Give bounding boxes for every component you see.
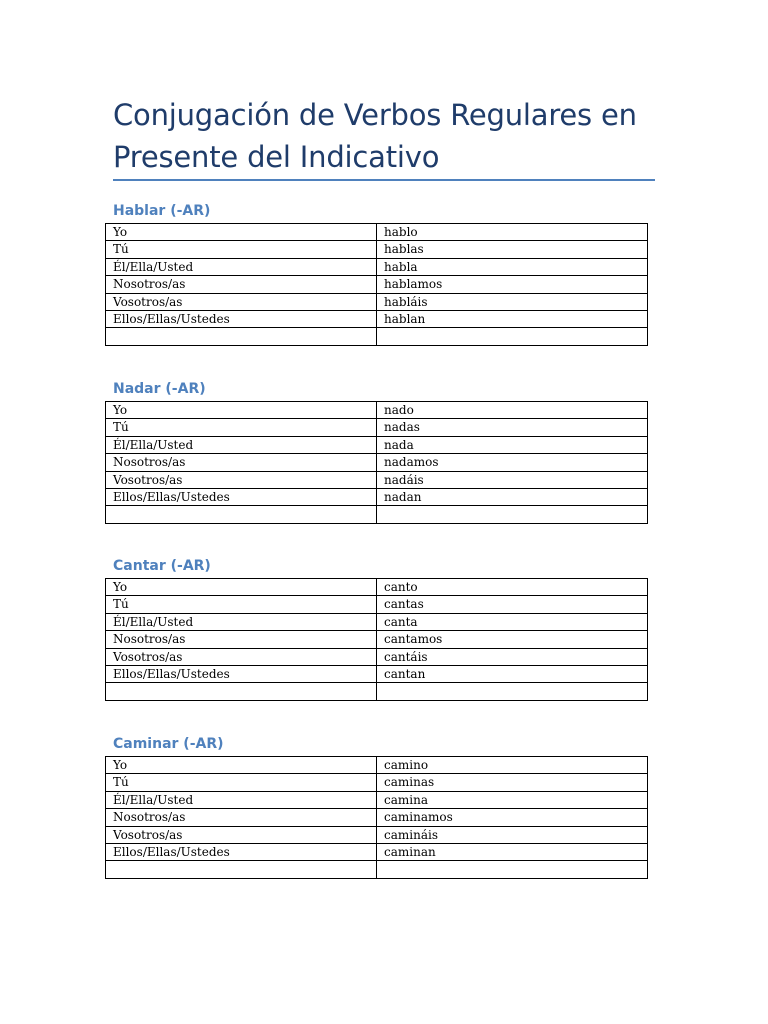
table-row	[106, 757, 648, 774]
verb-section	[105, 379, 649, 524]
table-row	[106, 328, 648, 345]
pronoun-cell: Yo	[106, 224, 377, 241]
verb-form-cell: cantas	[377, 596, 648, 613]
pronoun-cell: Yo	[106, 579, 377, 596]
verb-form-cell: nada	[377, 436, 648, 453]
conjugation-table	[105, 578, 648, 701]
pronoun-cell: Vosotros/as	[106, 293, 377, 310]
conjugation-table	[105, 756, 648, 879]
table-row	[106, 241, 648, 258]
pronoun-cell: Vosotros/as	[106, 648, 377, 665]
pronoun-cell	[106, 328, 377, 345]
verb-form-cell	[377, 683, 648, 700]
pronoun-cell: Ellos/Ellas/Ustedes	[106, 843, 377, 860]
verb-form-cell: nadamos	[377, 454, 648, 471]
table-row	[106, 402, 648, 419]
verb-form-cell: camino	[377, 757, 648, 774]
pronoun-cell: Yo	[106, 757, 377, 774]
verb-form-cell: camina	[377, 791, 648, 808]
table-row	[106, 258, 648, 275]
table-row	[106, 861, 648, 878]
pronoun-cell: Él/Ella/Usted	[106, 258, 377, 275]
verb-form-cell: caminamos	[377, 809, 648, 826]
verb-form-cell: cantáis	[377, 648, 648, 665]
table-row	[106, 293, 648, 310]
pronoun-cell: Nosotros/as	[106, 276, 377, 293]
verb-form-cell: nado	[377, 402, 648, 419]
verb-form-cell: hablamos	[377, 276, 648, 293]
table-row	[106, 471, 648, 488]
pronoun-cell: Ellos/Ellas/Ustedes	[106, 665, 377, 682]
table-row	[106, 310, 648, 327]
section-heading: Hablar (-AR)	[113, 203, 211, 219]
pronoun-cell: Ellos/Ellas/Ustedes	[106, 488, 377, 505]
table-row	[106, 631, 648, 648]
verb-form-cell: hablo	[377, 224, 648, 241]
table-row	[106, 276, 648, 293]
table-row	[106, 579, 648, 596]
table-row	[106, 596, 648, 613]
verb-form-cell: canto	[377, 579, 648, 596]
table-row	[106, 683, 648, 700]
pronoun-cell: Tú	[106, 774, 377, 791]
pronoun-cell: Él/Ella/Usted	[106, 613, 377, 630]
verb-form-cell	[377, 861, 648, 878]
pronoun-cell: Nosotros/as	[106, 454, 377, 471]
verb-section	[105, 201, 649, 346]
pronoun-cell: Nosotros/as	[106, 631, 377, 648]
table-row	[106, 454, 648, 471]
table-row	[106, 774, 648, 791]
table-row	[106, 419, 648, 436]
verb-form-cell: habla	[377, 258, 648, 275]
table-row	[106, 506, 648, 523]
pronoun-cell: Tú	[106, 241, 377, 258]
page-title: Conjugación de Verbos Regulares en Presente del Indicativo	[113, 98, 637, 174]
verb-form-cell: canta	[377, 613, 648, 630]
verb-form-cell	[377, 328, 648, 345]
pronoun-cell	[106, 861, 377, 878]
verb-form-cell: cantamos	[377, 631, 648, 648]
pronoun-cell: Tú	[106, 419, 377, 436]
table-row	[106, 665, 648, 682]
verb-section	[105, 556, 649, 701]
pronoun-cell	[106, 506, 377, 523]
table-row	[106, 809, 648, 826]
table-row	[106, 613, 648, 630]
pronoun-cell: Nosotros/as	[106, 809, 377, 826]
verb-form-cell: hablas	[377, 241, 648, 258]
pronoun-cell: Yo	[106, 402, 377, 419]
verb-form-cell: nadan	[377, 488, 648, 505]
table-row	[106, 791, 648, 808]
verb-form-cell: caminan	[377, 843, 648, 860]
section-heading: Nadar (-AR)	[113, 381, 206, 397]
conjugation-table	[105, 223, 648, 346]
verb-form-cell: camináis	[377, 826, 648, 843]
pronoun-cell: Él/Ella/Usted	[106, 436, 377, 453]
verb-form-cell: nadas	[377, 419, 648, 436]
table-row	[106, 224, 648, 241]
pronoun-cell: Ellos/Ellas/Ustedes	[106, 310, 377, 327]
pronoun-cell	[106, 683, 377, 700]
conjugation-table	[105, 401, 648, 524]
verb-form-cell: hablan	[377, 310, 648, 327]
pronoun-cell: Vosotros/as	[106, 826, 377, 843]
title-underline	[113, 179, 655, 181]
verb-form-cell: nadáis	[377, 471, 648, 488]
table-row	[106, 648, 648, 665]
verb-form-cell: habláis	[377, 293, 648, 310]
verb-form-cell	[377, 506, 648, 523]
table-row	[106, 488, 648, 505]
pronoun-cell: Vosotros/as	[106, 471, 377, 488]
table-row	[106, 436, 648, 453]
pronoun-cell: Él/Ella/Usted	[106, 791, 377, 808]
verb-section	[105, 734, 649, 879]
verb-form-cell: cantan	[377, 665, 648, 682]
table-row	[106, 826, 648, 843]
section-heading: Cantar (-AR)	[113, 558, 211, 574]
pronoun-cell: Tú	[106, 596, 377, 613]
verb-form-cell: caminas	[377, 774, 648, 791]
section-heading: Caminar (-AR)	[113, 736, 224, 752]
table-row	[106, 843, 648, 860]
